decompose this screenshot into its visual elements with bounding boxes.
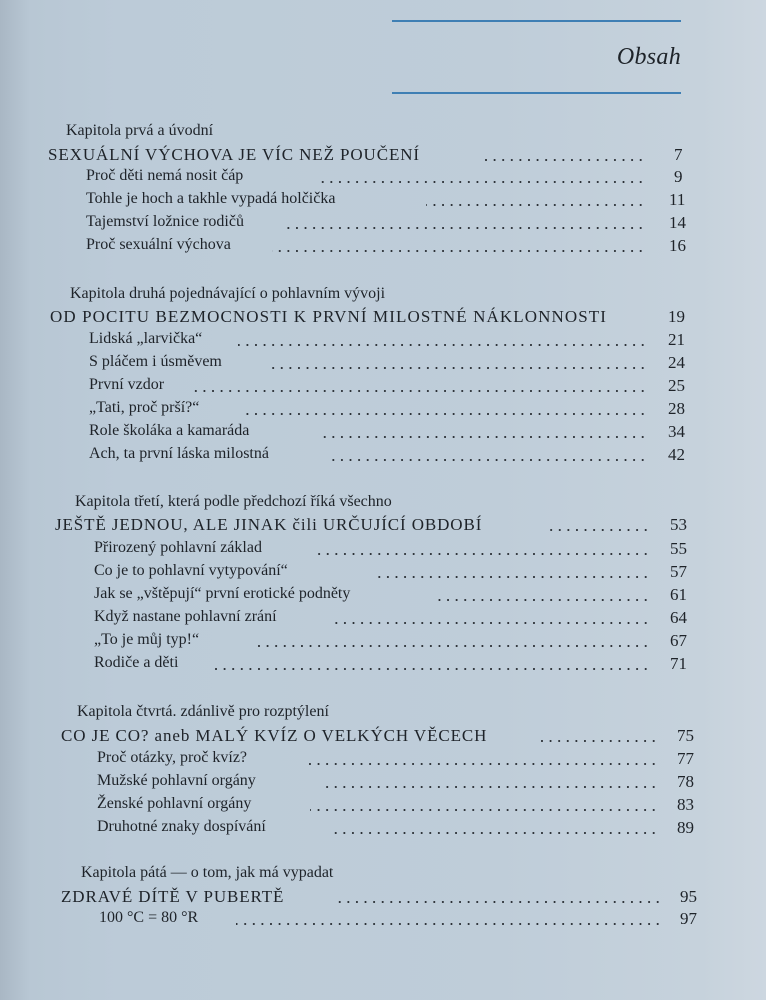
section-title: Když nastane pohlavní zrání bbox=[94, 608, 277, 625]
section-title: Co je to pohlavní vytypování“ bbox=[94, 562, 288, 579]
section-title: Přirozený pohlavní základ bbox=[94, 539, 262, 556]
section-title: Tohle je hoch a takhle vypadá holčička bbox=[86, 190, 336, 207]
page-number: 34 bbox=[668, 422, 685, 441]
chapter-title: CO JE CO? aneb MALÝ KVÍZ O VELKÝCH VĚCECH bbox=[61, 726, 488, 745]
page-number: 7 bbox=[674, 145, 683, 164]
chapter-title: OD POCITU BEZMOCNOSTI K PRVNÍ MILOSTNÉ NÁKLONNOSTI bbox=[50, 307, 608, 326]
chapter-intro: Kapitola druhá pojednávající o pohlavním vývoji bbox=[70, 285, 386, 302]
page-number: 28 bbox=[668, 399, 685, 418]
leader-dots bbox=[242, 413, 647, 415]
toc-section[interactable] bbox=[0, 236, 766, 258]
page-number: 77 bbox=[677, 749, 694, 768]
leader-dots bbox=[236, 923, 662, 925]
leader-dots bbox=[548, 529, 650, 531]
leader-dots bbox=[540, 740, 658, 742]
toc-section[interactable] bbox=[0, 399, 766, 421]
leader-dots bbox=[254, 645, 650, 647]
section-title: Proč děti nemá nosit čáp bbox=[86, 167, 244, 184]
toc-section[interactable] bbox=[0, 353, 766, 375]
toc-section[interactable] bbox=[0, 213, 766, 235]
chapter-intro: Kapitola čtvrtá. zdánlivě pro rozptýlení bbox=[77, 703, 329, 720]
page-number: 97 bbox=[680, 909, 697, 928]
leader-dots bbox=[318, 436, 647, 438]
page-number: 95 bbox=[680, 887, 697, 906]
page-number: 25 bbox=[668, 376, 685, 395]
page-number: 42 bbox=[668, 445, 685, 464]
leader-dots bbox=[324, 786, 658, 788]
toc-chapter-title[interactable] bbox=[0, 726, 766, 748]
leader-dots bbox=[212, 668, 650, 670]
page-number: 53 bbox=[670, 515, 687, 534]
leader-dots bbox=[308, 763, 658, 765]
toc-section[interactable] bbox=[0, 422, 766, 444]
toc-section[interactable] bbox=[0, 795, 766, 817]
page-number: 61 bbox=[670, 585, 687, 604]
page-number: 24 bbox=[668, 353, 685, 372]
toc-section[interactable] bbox=[0, 190, 766, 212]
page-title: Obsah bbox=[616, 44, 681, 70]
chapter-title: JEŠTĚ JEDNOU, ALE JINAK čili URČUJÍCÍ OBDOBÍ bbox=[55, 515, 483, 534]
section-title: S pláčem i úsměvem bbox=[89, 353, 222, 370]
page-number: 67 bbox=[670, 631, 687, 650]
leader-dots bbox=[330, 459, 647, 461]
toc-section[interactable] bbox=[0, 654, 766, 676]
section-title: Mužské pohlavní orgány bbox=[97, 772, 256, 789]
toc-section[interactable] bbox=[0, 539, 766, 561]
chapter-intro: Kapitola pátá — o tom, jak má vypadat bbox=[81, 864, 334, 881]
toc-chapter-title[interactable] bbox=[0, 145, 766, 167]
leader-dots bbox=[485, 159, 645, 161]
toc-chapter-title[interactable] bbox=[0, 307, 766, 329]
section-title: Ženské pohlavní orgány bbox=[97, 795, 252, 812]
section-title: Tajemství ložnice rodičů bbox=[86, 213, 244, 230]
leader-dots bbox=[192, 390, 647, 392]
page-number: 21 bbox=[668, 330, 685, 349]
leader-dots bbox=[330, 832, 658, 834]
leader-dots bbox=[318, 553, 650, 555]
page-number: 71 bbox=[670, 654, 687, 673]
toc-section[interactable] bbox=[0, 749, 766, 771]
toc-section[interactable] bbox=[0, 585, 766, 607]
toc-section[interactable] bbox=[0, 330, 766, 352]
toc-section[interactable] bbox=[0, 376, 766, 398]
section-title: Ach, ta první láska milostná bbox=[89, 445, 269, 462]
leader-dots bbox=[436, 599, 650, 601]
leader-dots bbox=[334, 622, 650, 624]
leader-dots bbox=[286, 227, 645, 229]
leader-dots bbox=[426, 204, 645, 206]
leader-dots bbox=[320, 181, 645, 183]
section-title: Druhotné znaky dospívání bbox=[97, 818, 266, 835]
header-rule-bottom bbox=[392, 92, 681, 94]
toc-chapter-title[interactable] bbox=[0, 515, 766, 537]
leader-dots bbox=[336, 901, 662, 903]
chapter-intro: Kapitola třetí, která podle předchozí říká všechno bbox=[75, 493, 392, 510]
toc-section[interactable] bbox=[0, 631, 766, 653]
page-number: 83 bbox=[677, 795, 694, 814]
header-rule-top bbox=[392, 20, 681, 22]
section-title: Jak se „vštěpují“ první erotické podněty bbox=[94, 585, 351, 602]
toc-section[interactable] bbox=[0, 608, 766, 630]
page-number: 75 bbox=[677, 726, 694, 745]
section-title: První vzdor bbox=[89, 376, 165, 393]
page-number: 14 bbox=[669, 213, 686, 232]
leader-dots bbox=[272, 250, 645, 252]
section-title: Rodiče a děti bbox=[94, 654, 179, 671]
page-number: 89 bbox=[677, 818, 694, 837]
toc-section[interactable] bbox=[0, 562, 766, 584]
toc-section[interactable] bbox=[0, 818, 766, 840]
toc-section[interactable] bbox=[0, 909, 766, 931]
page-number: 19 bbox=[668, 307, 685, 326]
toc-section[interactable] bbox=[0, 772, 766, 794]
leader-dots bbox=[238, 344, 647, 346]
section-title: Role školáka a kamaráda bbox=[89, 422, 250, 439]
toc-chapter-title[interactable] bbox=[0, 887, 766, 909]
page-number: 9 bbox=[674, 167, 683, 186]
chapter-title: SEXUÁLNÍ VÝCHOVA JE VÍC NEŽ POUČENÍ bbox=[48, 145, 420, 164]
page-number: 78 bbox=[677, 772, 694, 791]
page-number: 55 bbox=[670, 539, 687, 558]
page-number: 57 bbox=[670, 562, 687, 581]
section-title: Proč otázky, proč kvíz? bbox=[97, 749, 248, 766]
toc-section[interactable] bbox=[0, 167, 766, 189]
page-number: 11 bbox=[669, 190, 686, 209]
toc-section[interactable] bbox=[0, 445, 766, 467]
section-title: Proč sexuální výchova bbox=[86, 236, 231, 253]
page-number: 64 bbox=[670, 608, 687, 627]
section-title: Lidská „larvička“ bbox=[89, 330, 203, 347]
leader-dots bbox=[372, 576, 650, 578]
page-number: 16 bbox=[669, 236, 686, 255]
section-title: „Tati, proč prší?“ bbox=[89, 399, 200, 416]
section-title: 100 °C = 80 °R bbox=[99, 909, 199, 926]
chapter-title: ZDRAVÉ DÍTĚ V PUBERTĚ bbox=[61, 887, 285, 906]
leader-dots bbox=[272, 367, 647, 369]
leader-dots bbox=[310, 809, 658, 811]
chapter-intro: Kapitola prvá a úvodní bbox=[66, 122, 214, 139]
section-title: „To je můj typ!“ bbox=[94, 631, 200, 648]
